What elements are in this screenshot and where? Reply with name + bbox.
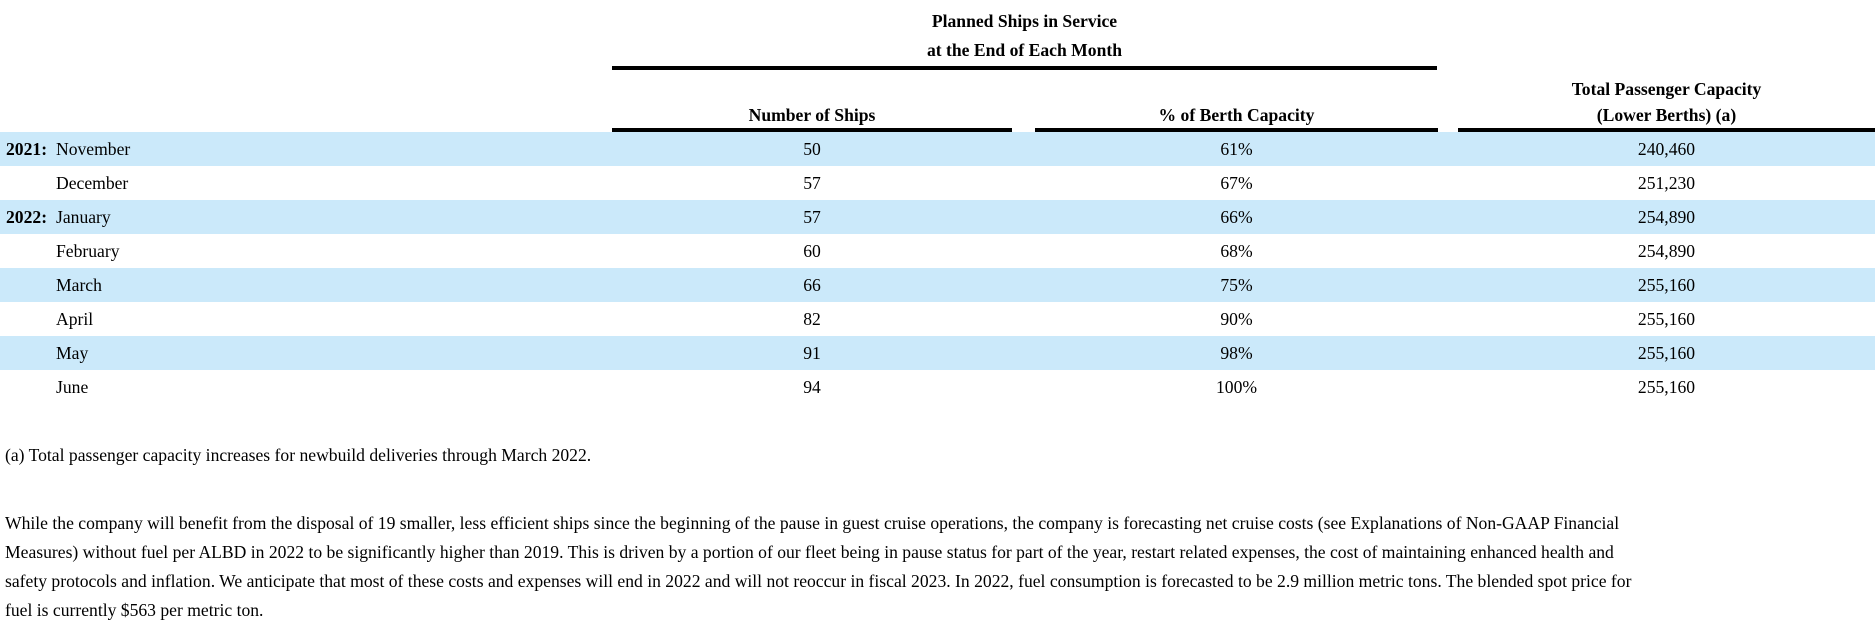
row-month: June xyxy=(56,376,89,397)
row-capacity: 240,460 xyxy=(1637,138,1696,159)
row-year: 2021: xyxy=(6,138,48,159)
column-header-ships-label: Number of Ships xyxy=(748,105,876,125)
table-row xyxy=(0,302,1875,336)
row-year: 2022: xyxy=(6,206,48,227)
table-row xyxy=(0,268,1875,302)
table-row xyxy=(0,336,1875,370)
row-berth: 66% xyxy=(1220,206,1253,227)
row-month: December xyxy=(56,172,129,193)
row-berth: 75% xyxy=(1220,274,1253,295)
column-header-capacity-line1: Total Passenger Capacity xyxy=(1571,79,1762,99)
table-title-line1: Planned Ships in Service xyxy=(931,11,1118,31)
row-month: November xyxy=(56,138,131,159)
row-month: May xyxy=(56,342,89,363)
footnote: (a) Total passenger capacity increases for newbuild deliveries through March 2022. xyxy=(5,445,592,465)
row-ships: 82 xyxy=(803,308,821,329)
row-ships: 66 xyxy=(803,274,821,295)
row-capacity: 255,160 xyxy=(1637,274,1696,295)
row-capacity: 254,890 xyxy=(1637,206,1696,227)
row-month: April xyxy=(56,308,94,329)
row-month: January xyxy=(56,206,111,227)
row-capacity: 255,160 xyxy=(1637,308,1696,329)
table-row xyxy=(0,234,1875,268)
row-berth: 100% xyxy=(1215,376,1258,397)
row-berth: 61% xyxy=(1220,138,1253,159)
row-capacity: 254,890 xyxy=(1637,240,1696,261)
table-row xyxy=(0,370,1875,404)
row-berth: 90% xyxy=(1220,308,1253,329)
paragraph-line: fuel is currently $563 per metric ton. xyxy=(5,600,264,620)
row-berth: 67% xyxy=(1220,172,1253,193)
table-span-header xyxy=(612,0,1437,70)
row-ships: 57 xyxy=(803,206,821,227)
body-paragraph xyxy=(0,509,1875,620)
row-capacity: 251,230 xyxy=(1637,172,1696,193)
column-rule-berth xyxy=(1035,128,1438,132)
row-ships: 50 xyxy=(803,138,821,159)
row-ships: 57 xyxy=(803,172,821,193)
column-rule-capacity xyxy=(1458,128,1875,132)
table-title-line2: at the End of Each Month xyxy=(926,40,1123,60)
column-header-capacity-line2: (Lower Berths) (a) xyxy=(1596,105,1737,125)
table-body xyxy=(0,132,1875,404)
column-header-capacity xyxy=(1445,70,1875,132)
paragraph-line: While the company will benefit from the disposal of 19 smaller, less efficient ships since the beginning of the pause in guest cruise operations, the company is forecasting net cruise costs (see Explanations of Non-GAAP Financial xyxy=(5,513,1620,533)
row-ships: 94 xyxy=(803,376,821,397)
row-berth: 68% xyxy=(1220,240,1253,261)
paragraph-line: Measures) without fuel per ALBD in 2022 to be significantly higher than 2019. This is driven by a portion of our fleet being in pause status for part of the year, restart related expenses, the cost of maintaining enhanced health and xyxy=(5,542,1614,562)
table-row xyxy=(0,200,1875,234)
column-rule-ships xyxy=(612,128,1012,132)
table-column-headers xyxy=(0,70,1875,132)
row-ships: 60 xyxy=(803,240,821,261)
table-row xyxy=(0,132,1875,166)
column-header-label-spacer xyxy=(0,70,565,132)
column-header-ships xyxy=(565,70,1020,132)
row-berth: 98% xyxy=(1220,342,1253,363)
row-capacity: 255,160 xyxy=(1637,376,1696,397)
row-capacity: 255,160 xyxy=(1637,342,1696,363)
paragraph-line: safety protocols and inflation. We anticipate that most of these costs and expenses will end in 2022 and will not reoccur in fiscal 2023. In 2022, fuel consumption is forecasted to be 2.9 million metric tons. The blended spot price for xyxy=(5,571,1632,591)
table-row xyxy=(0,166,1875,200)
column-header-berth xyxy=(1020,70,1445,132)
row-month: February xyxy=(56,240,120,261)
row-ships: 91 xyxy=(803,342,821,363)
column-header-berth-label: % of Berth Capacity xyxy=(1158,105,1315,125)
row-month: March xyxy=(56,274,102,295)
